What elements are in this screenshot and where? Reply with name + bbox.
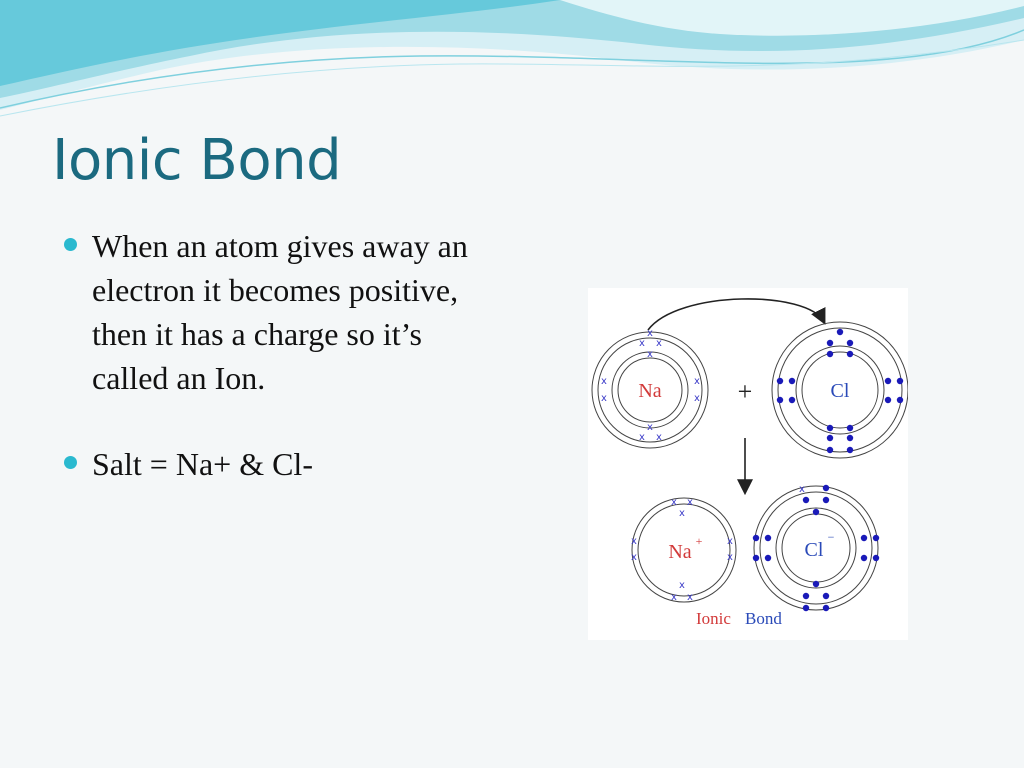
caption-ionic: Ionic <box>696 609 731 628</box>
svg-text:x: x <box>631 552 637 563</box>
svg-text:x: x <box>799 484 805 495</box>
slide-title: Ionic Bond <box>52 128 342 193</box>
svg-text:x: x <box>647 422 653 433</box>
svg-text:x: x <box>647 328 653 339</box>
bullet-item <box>62 224 502 400</box>
bullet-text: When an atom gives away an electron it becomes positive, then it has a charge so it’s called an Ion. <box>92 228 468 396</box>
svg-text:x: x <box>727 552 733 563</box>
electron-transfer-arrow <box>648 299 824 330</box>
svg-text:x: x <box>671 497 677 508</box>
svg-text:x: x <box>601 376 607 387</box>
svg-text:x: x <box>656 432 662 443</box>
bullet-icon <box>64 238 77 251</box>
svg-text:x: x <box>694 376 700 387</box>
chloride-ion-symbol: Cl <box>804 539 824 561</box>
sodium-atom <box>592 328 708 448</box>
ionic-bond-diagram <box>588 288 908 640</box>
chlorine-atom <box>772 322 908 458</box>
svg-text:x: x <box>671 592 677 603</box>
chloride-ion-charge: − <box>827 530 835 544</box>
sodium-ion-symbol: Na <box>668 541 692 563</box>
svg-text:x: x <box>639 432 645 443</box>
svg-text:x: x <box>647 349 653 360</box>
bullet-text: Salt = Na+ & Cl- <box>92 446 313 482</box>
sodium-symbol: Na <box>638 380 662 402</box>
svg-text:x: x <box>601 393 607 404</box>
svg-text:x: x <box>694 393 700 404</box>
svg-text:x: x <box>656 338 662 349</box>
svg-text:x: x <box>639 338 645 349</box>
svg-text:x: x <box>727 536 733 547</box>
svg-text:x: x <box>687 592 693 603</box>
bullet-list <box>62 224 502 528</box>
caption-bond: Bond <box>745 609 782 628</box>
bullet-item <box>62 442 502 486</box>
svg-text:x: x <box>679 580 685 591</box>
svg-text:x: x <box>631 536 637 547</box>
header-wave-decoration <box>0 0 1024 120</box>
chlorine-symbol: Cl <box>830 380 850 402</box>
sodium-ion-charge: + <box>695 534 703 548</box>
chloride-ion <box>753 484 879 611</box>
plus-sign: + <box>737 377 753 406</box>
sodium-ion <box>631 497 736 603</box>
svg-text:x: x <box>687 497 693 508</box>
svg-text:x: x <box>679 508 685 519</box>
bullet-icon <box>64 456 77 469</box>
